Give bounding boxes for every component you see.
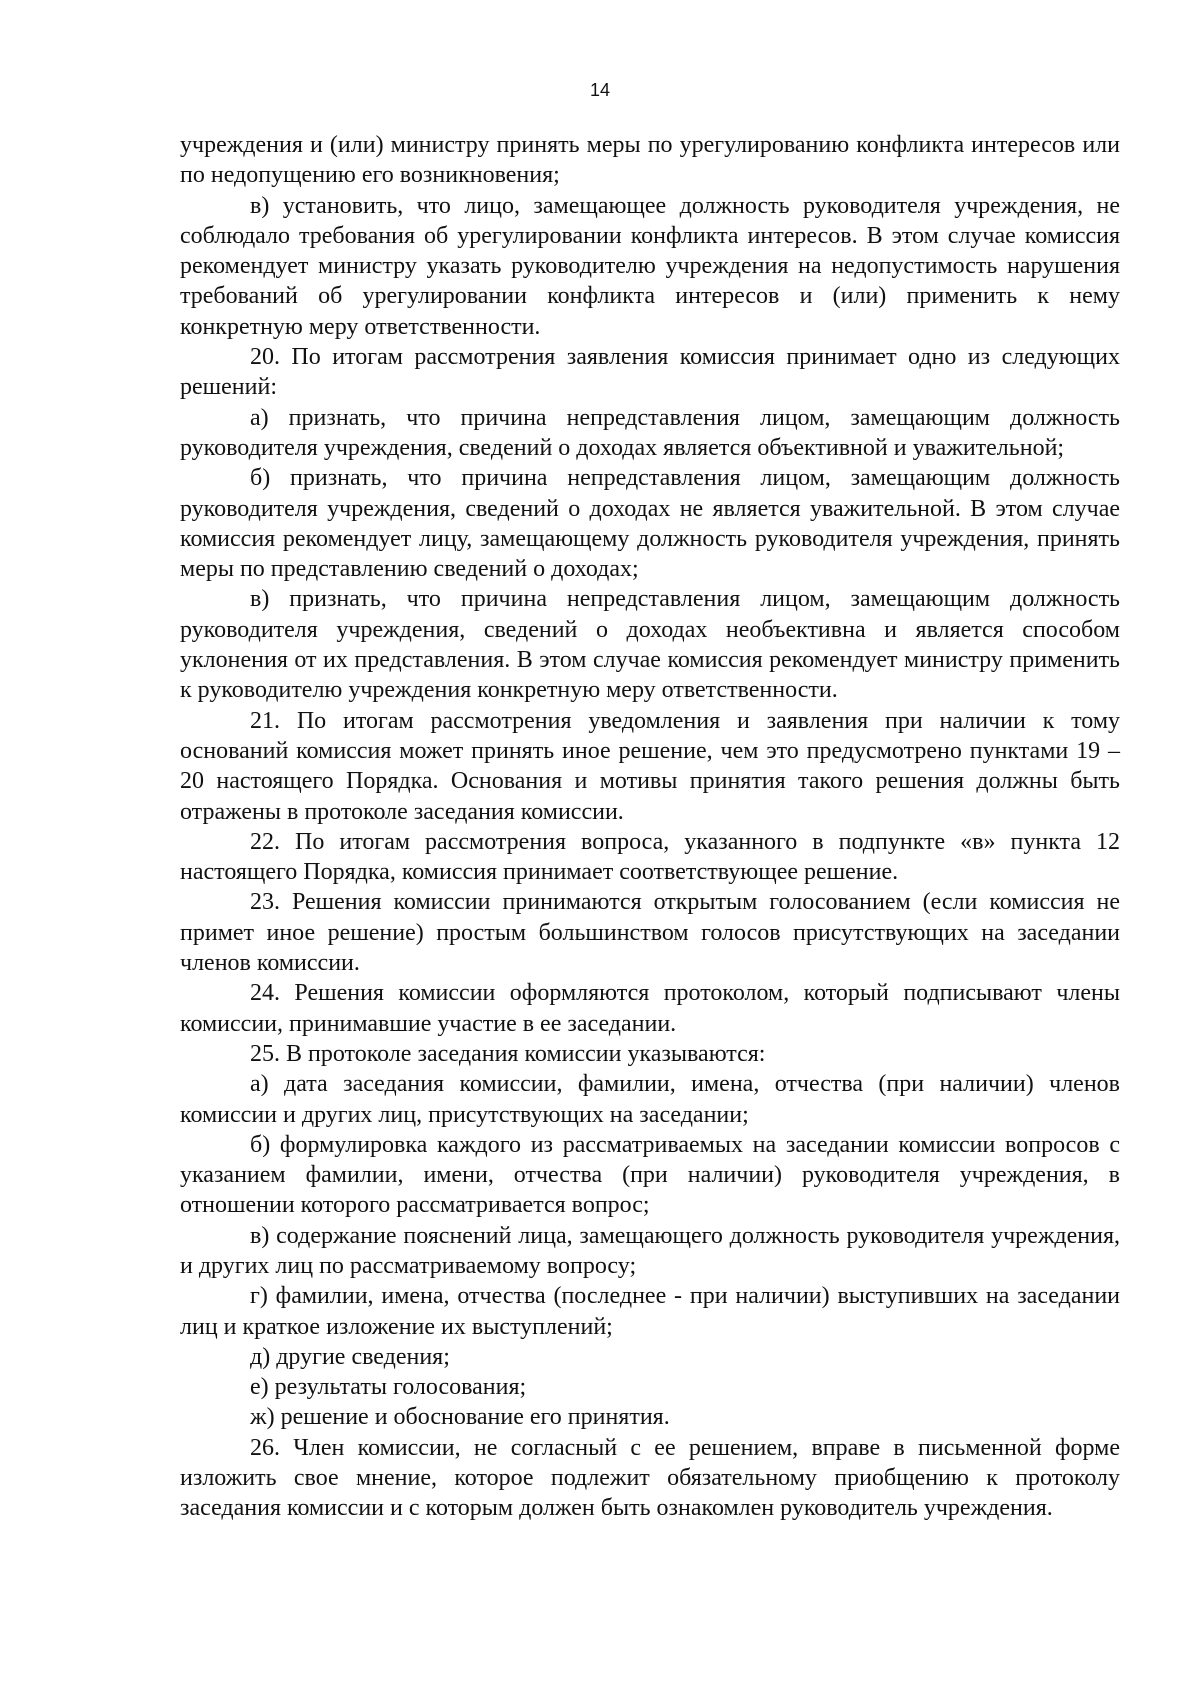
paragraph-19v: в) установить, что лицо, замещающее должность руководителя учреждения, не соблюдало требования об урегулировании конфликта интересов. В этом случае комиссия рекомендует министру указать руководителю учреждения на недопустимость нарушения требований об урегулировании конфликта интересов и (или) применить к нему конкретную меру ответственности. (180, 192, 1120, 340)
page-number: 14 (589, 80, 611, 100)
paragraph-25e: е) результаты голосования; (250, 1374, 527, 1401)
paragraph-25zh: ж) решение и обоснование его принятия. (250, 1404, 670, 1431)
paragraph-22: 22. По итогам рассмотрения вопроса, указанного в подпункте «в» пункта 12 настоящего Порядка, комиссия принимает соответствующее решение. (180, 828, 1120, 886)
paragraph-21: 21. По итогам рассмотрения уведомления и заявления при наличии к тому оснований комиссия может принять иное решение, чем это предусмотрено пунктами 19 – 20 настоящего Порядка. Основания и мотивы принятия такого решения должны быть отражены в протоколе заседания комиссии. (180, 707, 1120, 825)
paragraph-23: 23. Решения комиссии принимаются открытым голосованием (если комиссия не примет иное решение) простым большинством голосов присутствующих на заседании членов комиссии. (180, 889, 1120, 977)
paragraph-25a: а) дата заседания комиссии, фамилии, имена, отчества (при наличии) членов комиссии и других лиц, присутствующих на заседании; (180, 1071, 1120, 1128)
paragraph-20b: б) признать, что причина непредставления лицом, замещающим должность руководителя учреждения, сведений о доходах не является уважительной. В этом случае комиссия рекомендует лицу, замещающему должность руководителя учреждения, принять меры по представлению сведений о доходах; (180, 465, 1120, 583)
paragraph-25g: г) фамилии, имена, отчества (последнее - при наличии) выступивших на заседании лиц и краткое изложение их выступлений; (180, 1283, 1120, 1340)
paragraph-24: 24. Решения комиссии оформляются протоколом, который подписывают члены комиссии, принимавшие участие в ее заседании. (180, 980, 1120, 1037)
paragraph-25d: д) другие сведения; (250, 1343, 450, 1370)
document-body (180, 130, 1120, 1524)
paragraph-25v: в) содержание пояснений лица, замещающего должность руководителя учреждения, и других лиц по рассматриваемому вопросу; (180, 1222, 1120, 1279)
paragraph-25: 25. В протоколе заседания комиссии указываются: (250, 1040, 766, 1067)
paragraph-20v: в) признать, что причина непредставления лицом, замещающим должность руководителя учреждения, сведений о доходах необъективна и является способом уклонения от их представления. В этом случае комиссия рекомендует министру применить к руководителю учреждения конкретную меру ответственности. (180, 586, 1120, 704)
paragraph-26: 26. Член комиссии, не согласный с ее решением, вправе в письменной форме изложить свое мнение, которое подлежит обязательному приобщению к протоколу заседания комиссии и с которым должен быть ознакомлен руководитель учреждения. (180, 1434, 1120, 1522)
paragraph-0-continuation: учреждения и (или) министру принять меры по урегулированию конфликта интересов или по недопущению его возникновения; (180, 132, 1120, 189)
paragraph-20: 20. По итогам рассмотрения заявления комиссия принимает одно из следующих решений: (180, 344, 1120, 401)
paragraph-20a: а) признать, что причина непредставления лицом, замещающим должность руководителя учреждения, сведений о доходах является объективной и уважительной; (180, 404, 1120, 461)
paragraph-25b: б) формулировка каждого из рассматриваемых на заседании комиссии вопросов с указанием фамилии, имени, отчества (при наличии) руководителя учреждения, в отношении которого рассматривается вопрос; (180, 1131, 1120, 1219)
